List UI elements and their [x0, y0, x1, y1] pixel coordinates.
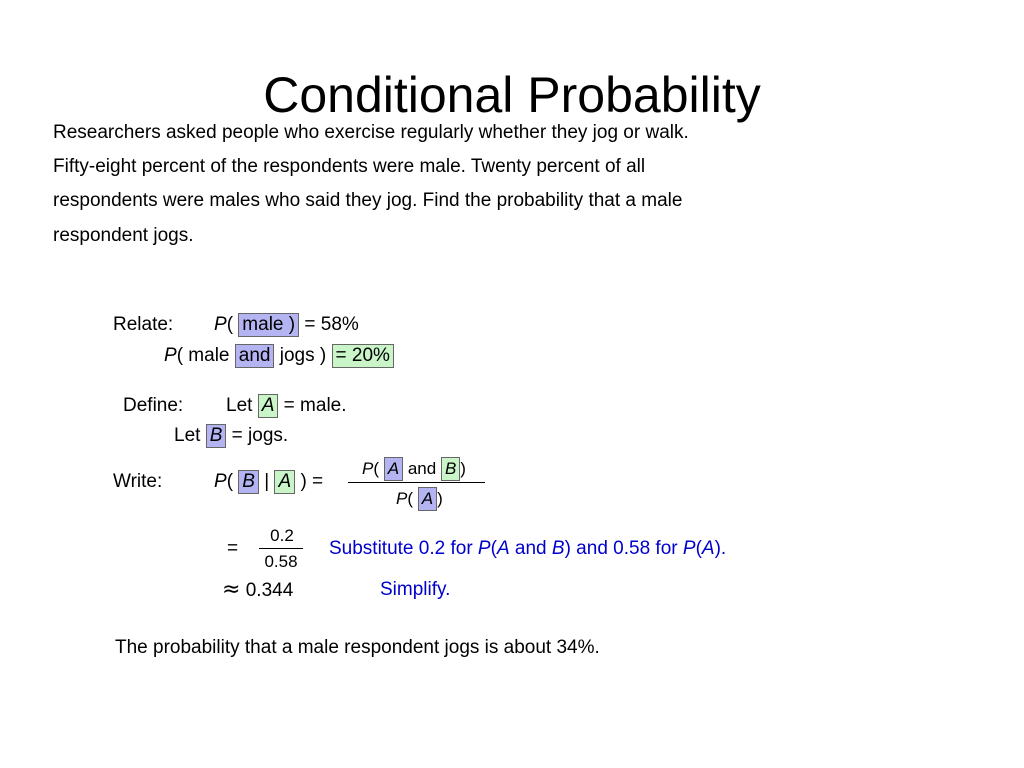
b-box: B: [441, 457, 460, 481]
fraction-numerator: P( A and B ): [362, 457, 466, 481]
define-line-2: Let B = jogs.: [174, 425, 289, 446]
intro-line-1: Researchers asked people who exercise regularly whether they jog or walk.: [53, 122, 689, 143]
relate-line-2: P( male and jogs ) = 20%: [164, 344, 394, 368]
b-box: B: [238, 470, 259, 494]
fraction-denominator: P( A ): [396, 487, 443, 511]
intro-line-3: respondents were males who said they jog. Find the probability that a male: [53, 190, 683, 211]
approx-icon: ≈: [222, 577, 241, 602]
define-label: Define:: [123, 395, 184, 416]
step1-numerator: 0.2: [270, 526, 294, 545]
a-box: A: [418, 487, 437, 511]
male-box: male ): [238, 313, 299, 337]
twenty-percent-box: = 20%: [332, 344, 394, 368]
relate-eq-1: = 58%: [304, 314, 359, 335]
step1-fraction-bar: [259, 548, 303, 549]
define-line-1: Let A = male.: [226, 395, 347, 416]
step1-explanation: Substitute 0.2 for P(A and B) and 0.58 for P(A).: [329, 538, 727, 559]
p-symbol: P: [164, 345, 177, 366]
a-box: A: [384, 457, 403, 481]
page-title: Conditional Probability: [263, 67, 761, 123]
p-symbol: P: [214, 314, 227, 335]
a-box: A: [258, 394, 279, 418]
step2-value: 0.344: [245, 580, 294, 601]
write-expression: P( B | A ) =: [214, 471, 324, 492]
intro-line-4: respondent jogs.: [53, 225, 194, 246]
and-box: and: [235, 344, 275, 368]
write-label: Write:: [113, 471, 163, 492]
intro-line-2: Fifty-eight percent of the respondents were male. Twenty percent of all: [53, 156, 646, 177]
fraction-bar: [348, 482, 485, 483]
step1-equals: =: [227, 538, 239, 559]
relate-label: Relate:: [113, 314, 174, 335]
conclusion: The probability that a male respondent jogs is about 34%.: [115, 637, 600, 658]
step1-denominator: 0.58: [264, 552, 298, 571]
step2-result: [222, 578, 293, 603]
relate-line-1: P( male ) = 58%: [214, 314, 359, 335]
a-box: A: [274, 470, 295, 494]
b-box: B: [206, 424, 227, 448]
step2-explanation: Simplify.: [380, 579, 451, 600]
